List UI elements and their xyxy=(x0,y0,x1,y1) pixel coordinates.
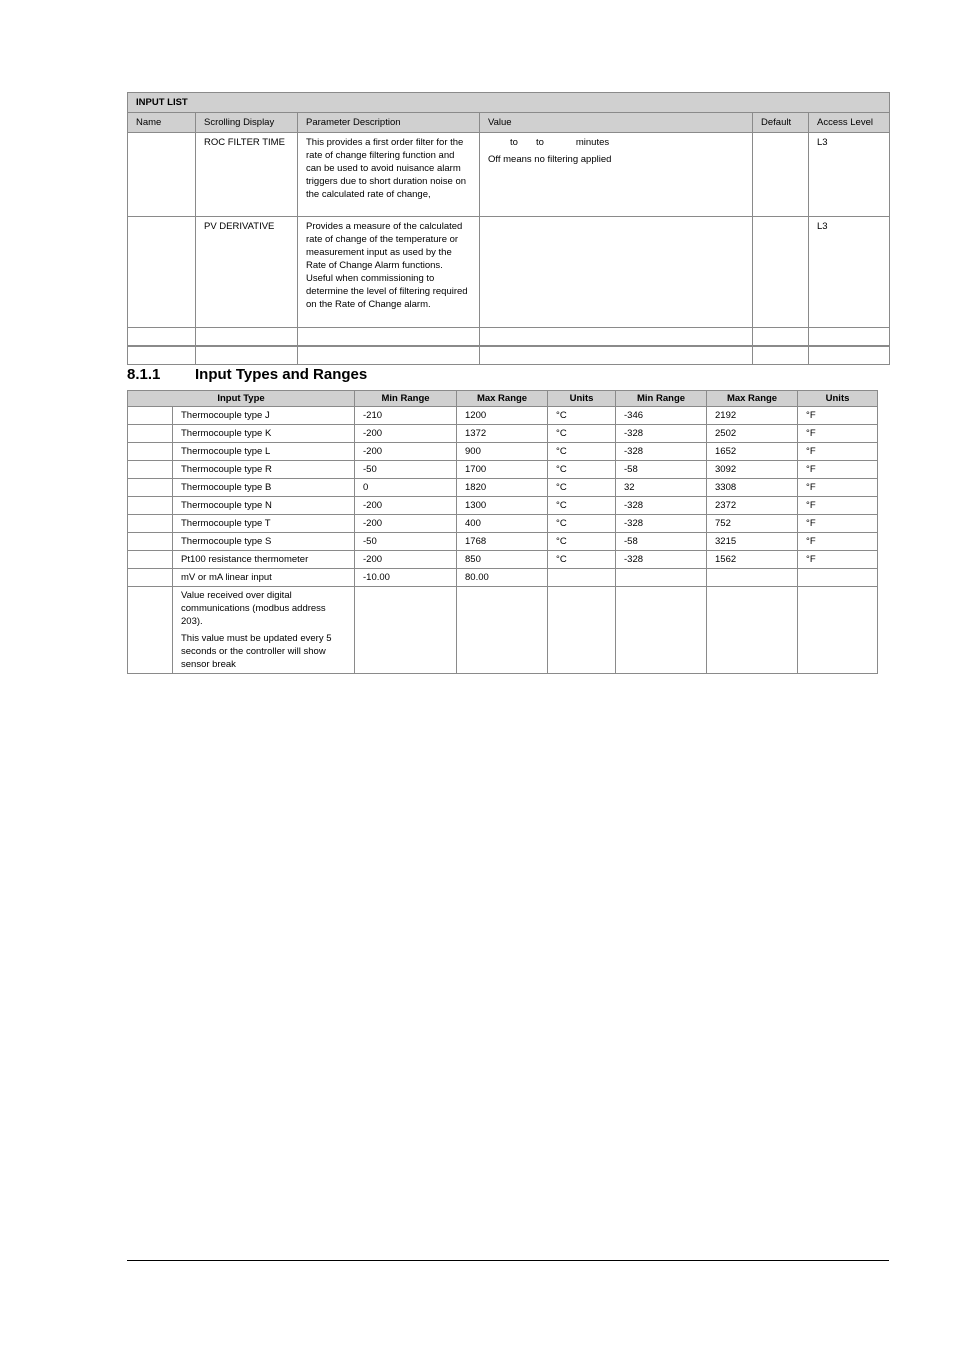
header-name: Name xyxy=(128,113,196,133)
units-f-cell: °F xyxy=(798,407,878,425)
units-c-cell: °C xyxy=(548,443,616,461)
param-access: L3 xyxy=(809,133,890,217)
input-type-cell: Pt100 resistance thermometer xyxy=(173,551,355,569)
units-c-cell: °C xyxy=(548,533,616,551)
units-c-cell: °C xyxy=(548,497,616,515)
input-type-cell: Thermocouple type N xyxy=(173,497,355,515)
max-range-c-cell: 1820 xyxy=(457,479,548,497)
input-type-cell: Thermocouple type J xyxy=(173,407,355,425)
header-min-range-f: Min Range xyxy=(616,391,707,407)
min-range-f-cell: 32 xyxy=(616,479,707,497)
units-c-cell: °C xyxy=(548,479,616,497)
min-range-c-cell: -50 xyxy=(355,461,457,479)
units-c-cell: °C xyxy=(548,551,616,569)
input-list-title: INPUT LIST xyxy=(128,93,890,113)
header-input-type: Input Type xyxy=(128,391,355,407)
table-row xyxy=(128,479,878,497)
header-units-c: Units xyxy=(548,391,616,407)
row-index-cell xyxy=(128,497,173,515)
max-range-c-cell: 80.00 xyxy=(457,569,548,587)
row-index-cell xyxy=(128,533,173,551)
table-row xyxy=(128,587,878,674)
input-type-cell: Thermocouple type L xyxy=(173,443,355,461)
param-default xyxy=(753,217,809,328)
header-scrolling-display: Scrolling Display xyxy=(196,113,298,133)
min-range-f-cell: -346 xyxy=(616,407,707,425)
comms-note-2: This value must be updated every 5 seconds or the controller will show sensor break xyxy=(181,633,332,670)
min-range-f-cell: -58 xyxy=(616,533,707,551)
header-value: Value xyxy=(480,113,753,133)
param-description: This provides a first order filter for the rate of change filtering function and can be used to avoid nuisance alarm triggers due to short duration noise on the calculated rate of change, xyxy=(298,133,480,217)
max-range-f-cell: 1652 xyxy=(707,443,798,461)
units-f-cell xyxy=(798,569,878,587)
row-index-cell xyxy=(128,479,173,497)
param-default xyxy=(753,133,809,217)
units-c-cell: °C xyxy=(548,407,616,425)
input-type-cell: Thermocouple type B xyxy=(173,479,355,497)
units-f-cell: °F xyxy=(798,443,878,461)
max-range-f-cell: 3215 xyxy=(707,533,798,551)
max-range-f-cell xyxy=(707,569,798,587)
section-number: 8.1.1 xyxy=(127,366,161,383)
input-list-title-row xyxy=(128,93,890,113)
row-index-cell xyxy=(128,587,173,674)
input-type-cell: Thermocouple type K xyxy=(173,425,355,443)
min-range-c-cell: -200 xyxy=(355,551,457,569)
param-description: Provides a measure of the calculated rate of change of the temperature or measurement input as used by the Rate of Change Alarm functions. Useful when commissioning to determine the level of filtering required on the Rate of Change alarm. xyxy=(298,217,480,328)
units-f-cell: °F xyxy=(798,533,878,551)
row-index-cell xyxy=(128,443,173,461)
table-row xyxy=(128,407,878,425)
units-c-cell: °C xyxy=(548,425,616,443)
param-display: PV DERIVATIVE xyxy=(196,217,298,328)
units-c-cell: °C xyxy=(548,461,616,479)
input-list-table xyxy=(127,92,890,365)
value-part: to xyxy=(535,137,544,148)
max-range-f-cell: 1562 xyxy=(707,551,798,569)
max-range-c-cell: 900 xyxy=(457,443,548,461)
units-c-cell: °C xyxy=(548,515,616,533)
input-type-cell: mV or mA linear input xyxy=(173,569,355,587)
min-range-f-cell: -58 xyxy=(616,461,707,479)
min-range-c-cell: -200 xyxy=(355,497,457,515)
units-f-cell: °F xyxy=(798,461,878,479)
max-range-c-cell: 1372 xyxy=(457,425,548,443)
max-range-c-cell: 1700 xyxy=(457,461,548,479)
table-row xyxy=(128,133,890,217)
min-range-c-cell: -200 xyxy=(355,515,457,533)
input-type-cell: Thermocouple type R xyxy=(173,461,355,479)
table-row xyxy=(128,217,890,328)
min-range-f-cell: -328 xyxy=(616,497,707,515)
min-range-c-cell: 0 xyxy=(355,479,457,497)
table-row xyxy=(128,461,878,479)
min-range-c-cell: -200 xyxy=(355,443,457,461)
row-index-cell xyxy=(128,569,173,587)
value-part: minutes xyxy=(575,137,610,148)
row-index-cell xyxy=(128,425,173,443)
value-range-line xyxy=(488,136,744,149)
input-type-cell xyxy=(173,587,355,674)
param-name xyxy=(128,133,196,217)
table-row xyxy=(128,443,878,461)
table-row xyxy=(128,497,878,515)
header-max-range-c: Max Range xyxy=(457,391,548,407)
input-ranges-table xyxy=(127,390,878,674)
min-range-f-cell xyxy=(616,569,707,587)
max-range-f-cell: 2192 xyxy=(707,407,798,425)
max-range-c-cell: 850 xyxy=(457,551,548,569)
row-index-cell xyxy=(128,407,173,425)
table-row xyxy=(128,533,878,551)
max-range-c-cell: 1200 xyxy=(457,407,548,425)
empty-row xyxy=(128,328,890,347)
input-type-cell: Thermocouple type T xyxy=(173,515,355,533)
units-c-cell xyxy=(548,569,616,587)
row-index-cell xyxy=(128,515,173,533)
max-range-f-cell: 2502 xyxy=(707,425,798,443)
comms-note-1: Value received over digital communications (modbus address 203). xyxy=(181,590,326,627)
row-index-cell xyxy=(128,461,173,479)
min-range-c-cell: -210 xyxy=(355,407,457,425)
input-type-cell: Thermocouple type S xyxy=(173,533,355,551)
max-range-f-cell: 2372 xyxy=(707,497,798,515)
table-row xyxy=(128,515,878,533)
min-range-c-cell: -50 xyxy=(355,533,457,551)
max-range-f-cell: 752 xyxy=(707,515,798,533)
header-access-level: Access Level xyxy=(809,113,890,133)
header-max-range-f: Max Range xyxy=(707,391,798,407)
section-title: Input Types and Ranges xyxy=(195,366,368,383)
max-range-c-cell: 1300 xyxy=(457,497,548,515)
min-range-f-cell: -328 xyxy=(616,551,707,569)
header-units-f: Units xyxy=(798,391,878,407)
units-f-cell: °F xyxy=(798,425,878,443)
min-range-f-cell: -328 xyxy=(616,515,707,533)
min-range-f-cell: -328 xyxy=(616,443,707,461)
input-list-header-row xyxy=(128,113,890,133)
header-min-range-c: Min Range xyxy=(355,391,457,407)
min-range-c-cell: -10.00 xyxy=(355,569,457,587)
param-name xyxy=(128,217,196,328)
units-f-cell: °F xyxy=(798,515,878,533)
param-value xyxy=(480,217,753,328)
max-range-c-cell: 1768 xyxy=(457,533,548,551)
header-parameter-description: Parameter Description xyxy=(298,113,480,133)
value-part: to xyxy=(510,137,518,148)
value-note: Off means no filtering applied xyxy=(488,154,612,165)
units-f-cell: °F xyxy=(798,551,878,569)
table-row xyxy=(128,551,878,569)
min-range-f-cell: -328 xyxy=(616,425,707,443)
max-range-c-cell: 400 xyxy=(457,515,548,533)
table-row xyxy=(128,425,878,443)
units-f-cell: °F xyxy=(798,497,878,515)
max-range-f-cell: 3092 xyxy=(707,461,798,479)
max-range-f-cell: 3308 xyxy=(707,479,798,497)
header-default: Default xyxy=(753,113,809,133)
footer-rule xyxy=(127,1260,889,1261)
table-row xyxy=(128,569,878,587)
ranges-body xyxy=(128,407,878,587)
row-index-cell xyxy=(128,551,173,569)
param-display: ROC FILTER TIME xyxy=(196,133,298,217)
section-heading xyxy=(127,366,367,383)
min-range-c-cell: -200 xyxy=(355,425,457,443)
param-access: L3 xyxy=(809,217,890,328)
ranges-header-row xyxy=(128,391,878,407)
empty-row xyxy=(128,346,890,365)
param-value xyxy=(480,133,753,217)
units-f-cell: °F xyxy=(798,479,878,497)
